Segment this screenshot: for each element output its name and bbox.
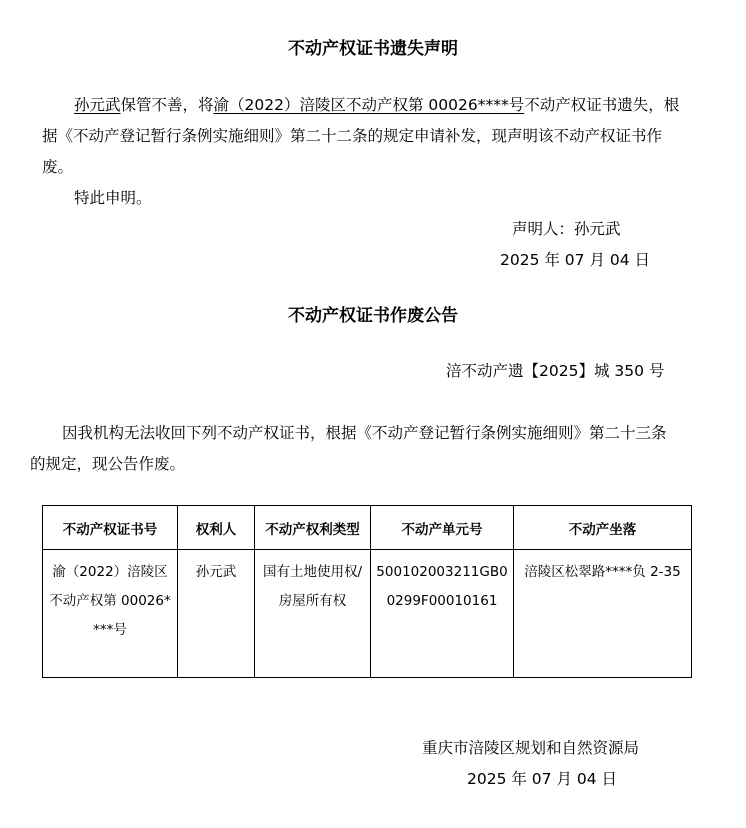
announcement-line-2: 的规定，现公告作废。 [30, 455, 186, 473]
announcement-line-1: 因我机构无法收回下列不动产权证书，根据《不动产登记暂行条例实施细则》第二十三条 [62, 424, 667, 442]
table-header-row [43, 506, 692, 550]
declaration-closing: 特此申明。 [74, 189, 152, 207]
cell-right-holder: 孙元武 [178, 550, 255, 678]
declaration-title: 不动产权证书遗失声明 [288, 39, 458, 59]
header-location: 不动产坐落 [514, 506, 692, 550]
announcement-date: 2025 年 07 月 04 日 [467, 770, 618, 788]
declaration-line1-rest: 不动产权证书遗失，根 [524, 96, 680, 114]
declaration-date: 2025 年 07 月 04 日 [500, 251, 651, 269]
cell-right-type: 国有土地使用权/房屋所有权 [255, 550, 371, 678]
header-right-type: 不动产权利类型 [255, 506, 371, 550]
declaration-line-2: 据《不动产登记暂行条例实施细则》第二十二条的规定申请补发，现声明该不动产权证书作 [42, 127, 663, 145]
announcement-title: 不动产权证书作废公告 [288, 306, 458, 326]
declaration-line-3: 废。 [42, 158, 74, 176]
header-right-holder: 权利人 [178, 506, 255, 550]
header-certificate-number: 不动产权证书号 [43, 506, 178, 550]
void-certificates-table [42, 505, 692, 678]
declaration-line-1 [74, 90, 679, 120]
announcement-ref-number: 涪不动产遗【2025】城 350 号 [446, 362, 665, 380]
declarant-label: 声明人： [512, 220, 575, 238]
cell-unit-number: 500102003211GB00299F00010161 [371, 550, 514, 678]
declarant-name: 孙元武 [574, 220, 621, 238]
cell-location: 涪陵区松翠路****负 2-35 [514, 550, 692, 678]
cell-certificate-number: 渝（2022）涪陵区不动产权第 00026****号 [43, 550, 178, 678]
table-row [43, 550, 692, 678]
declarant [512, 214, 621, 244]
header-unit-number: 不动产单元号 [371, 506, 514, 550]
certificate-number: 渝（2022）涪陵区不动产权第 00026****号 [213, 96, 525, 114]
owner-name: 孙元武 [74, 96, 121, 114]
issuer: 重庆市涪陵区规划和自然资源局 [422, 739, 640, 757]
declaration-text-a: 保管不善，将 [120, 96, 214, 114]
